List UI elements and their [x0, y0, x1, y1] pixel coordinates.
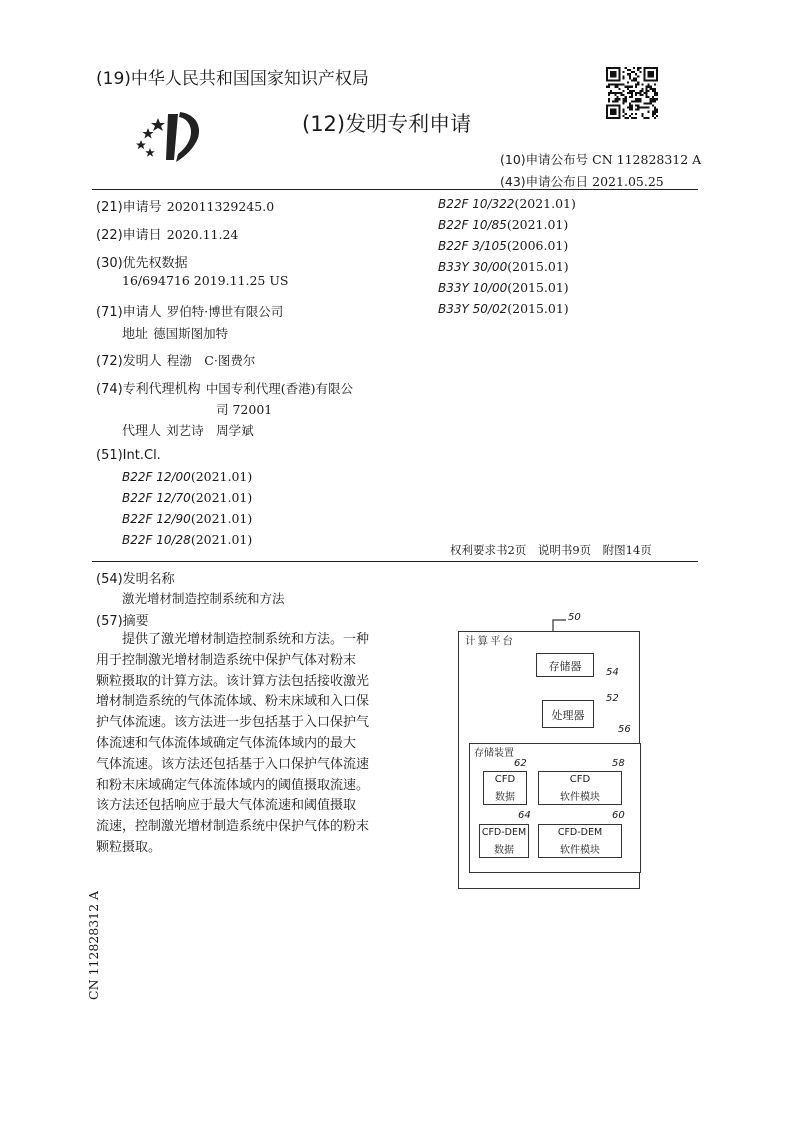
cfd-software-line2: 软件模块 [560, 792, 600, 803]
int-cl-label: (51)Int.Cl. [96, 448, 161, 463]
patent-agency-label: (74)专利代理机构 [96, 382, 201, 397]
application-date-label: (22)申请日 [96, 228, 162, 243]
publication-number: CN 112828312 A [592, 152, 702, 167]
ipc-code: B22F 12/70 [122, 491, 191, 505]
ref-numeral-64: 64 [518, 810, 531, 821]
ref-numeral-52: 52 [606, 693, 619, 704]
ipc-version: (2021.01) [514, 196, 576, 211]
abstract-line: 用于控制激光增材制造系统中保护气体对粉末 [96, 652, 357, 668]
ipc-class-right [438, 217, 568, 232]
ref-numeral-60: 60 [612, 810, 625, 821]
ipc-version: (2021.01) [190, 532, 253, 547]
biblio-divider [92, 561, 698, 562]
cfd-data-line1: CFD [494, 774, 516, 785]
abstract-line: 该方法还包括响应于最大气体流速和阈值摄取 [96, 798, 357, 814]
ipc-class-left [122, 511, 252, 526]
abstract-line: 气体流速。该方法还包括基于入口保护气体流速 [96, 756, 370, 772]
ref-numeral-56: 56 [618, 724, 631, 735]
ipc-code: B33Y 50/02 [438, 302, 508, 316]
ipc-class-right [438, 259, 569, 274]
processor-label: 处理器 [551, 709, 585, 722]
ipc-code: B22F 10/28 [122, 533, 191, 547]
applicant-name: 罗伯特·博世有限公司 [166, 304, 284, 319]
abstract-line: 和粉末床域确定气体流体域内的阈值摄取流速。 [96, 777, 370, 793]
agent-names: 刘艺诗 周学斌 [166, 423, 254, 438]
applicant-label: (71)申请人 [96, 305, 162, 320]
publication-number-label: (10)申请公布号 [500, 152, 589, 167]
cfd-dem-data-line1: CFD-DEM [481, 827, 527, 838]
ipc-code: B33Y 30/00 [438, 260, 508, 274]
agent-label: 代理人 [122, 424, 162, 439]
ipc-version: (2021.01) [190, 511, 253, 526]
cfd-software-line1: CFD [569, 774, 591, 785]
ipc-class-left [122, 490, 252, 505]
patent-agency-name: 中国专利代理(香港)有限公 [205, 381, 354, 396]
application-number-label: (21)申请号 [96, 200, 162, 215]
abstract-line: 提供了激光增材制造控制系统和方法。一种 [122, 632, 370, 647]
inventor-names: 程渤 C·图费尔 [166, 353, 256, 368]
storage-device-label: 存储装置 [474, 748, 514, 759]
abstract-line: 流速，控制激光增材制造系统中保护气体的粉末 [96, 819, 370, 835]
ipc-class-right [438, 238, 568, 253]
qr-code [606, 67, 658, 119]
memory-label: 存储器 [548, 660, 582, 673]
application-date: 2020.11.24 [166, 227, 239, 242]
ipc-version: (2015.01) [507, 259, 569, 274]
cnipa-emblem-logo [128, 108, 206, 166]
abstract-line: 体流速和气体流体域确定气体流体域内的最大 [96, 735, 357, 751]
abstract-line: 增材制造系统的气体流体域、粉末床域和入口保 [96, 694, 370, 710]
ipc-version: (2021.01) [190, 469, 253, 484]
ipc-version: (2015.01) [507, 280, 569, 295]
abstract-label: (57)摘要 [96, 614, 149, 629]
cfd-dem-software-line1: CFD-DEM [557, 827, 603, 838]
ipc-class-left [122, 532, 252, 547]
ref-numeral-50: 50 [568, 612, 581, 623]
ipc-version: (2006.01) [506, 238, 569, 253]
publication-date-label: (43)申请公布日 [500, 174, 589, 189]
ipc-version: (2021.01) [506, 217, 569, 232]
ipc-code: B22F 12/90 [122, 512, 191, 526]
cfd-dem-data-line2: 数据 [494, 845, 514, 856]
publication-date: 2021.05.25 [592, 174, 664, 189]
patent-agency-code: 司 72001 [216, 402, 273, 417]
cfd-data-line2: 数据 [495, 792, 515, 803]
ipc-version: (2021.01) [190, 490, 253, 505]
ref-numeral-58: 58 [612, 758, 625, 769]
document-type-title: (12)发明专利申请 [302, 112, 472, 136]
ipc-class-left [122, 469, 252, 484]
ref-numeral-62: 62 [514, 758, 527, 769]
ipc-class-right [438, 280, 569, 295]
abstract-line: 颗粒摄取的计算方法。该计算方法包括接收激光 [96, 673, 370, 689]
abstract-line: 颗粒摄取。 [96, 839, 162, 855]
abstract-text [96, 630, 396, 859]
invention-title-label: (54)发明名称 [96, 572, 175, 587]
header-divider [92, 189, 698, 190]
ipc-code: B22F 10/322 [438, 197, 515, 211]
inventor-label: (72)发明人 [96, 354, 162, 369]
ipc-class-right [438, 196, 576, 211]
computing-platform-label: 计算平台 [465, 635, 515, 647]
issuing-office: (19)中华人民共和国国家知识产权局 [96, 69, 369, 89]
address-label: 地址 [122, 327, 149, 342]
ipc-code: B33Y 10/00 [438, 281, 508, 295]
ipc-code: B22F 12/00 [122, 470, 191, 484]
abstract-figure [450, 608, 662, 894]
page-counts: 权利要求书2页 说明书9页 附图14页 [450, 543, 652, 557]
applicant-address: 德国斯图加特 [153, 326, 229, 341]
ref-numeral-54: 54 [606, 667, 619, 678]
invention-title: 激光增材制造控制系统和方法 [122, 591, 285, 606]
cfd-dem-software-line2: 软件模块 [560, 845, 600, 856]
priority-label: (30)优先权数据 [96, 256, 188, 271]
ipc-code: B22F 10/85 [438, 218, 507, 232]
ipc-code: B22F 3/105 [438, 239, 507, 253]
application-number: 202011329245.0 [166, 199, 275, 214]
priority-data: 16/694716 2019.11.25 US [122, 273, 289, 288]
ipc-class-right [438, 301, 569, 316]
abstract-line: 护气体流速。该方法进一步包括基于入口保护气 [96, 715, 370, 731]
ipc-version: (2015.01) [507, 301, 569, 316]
